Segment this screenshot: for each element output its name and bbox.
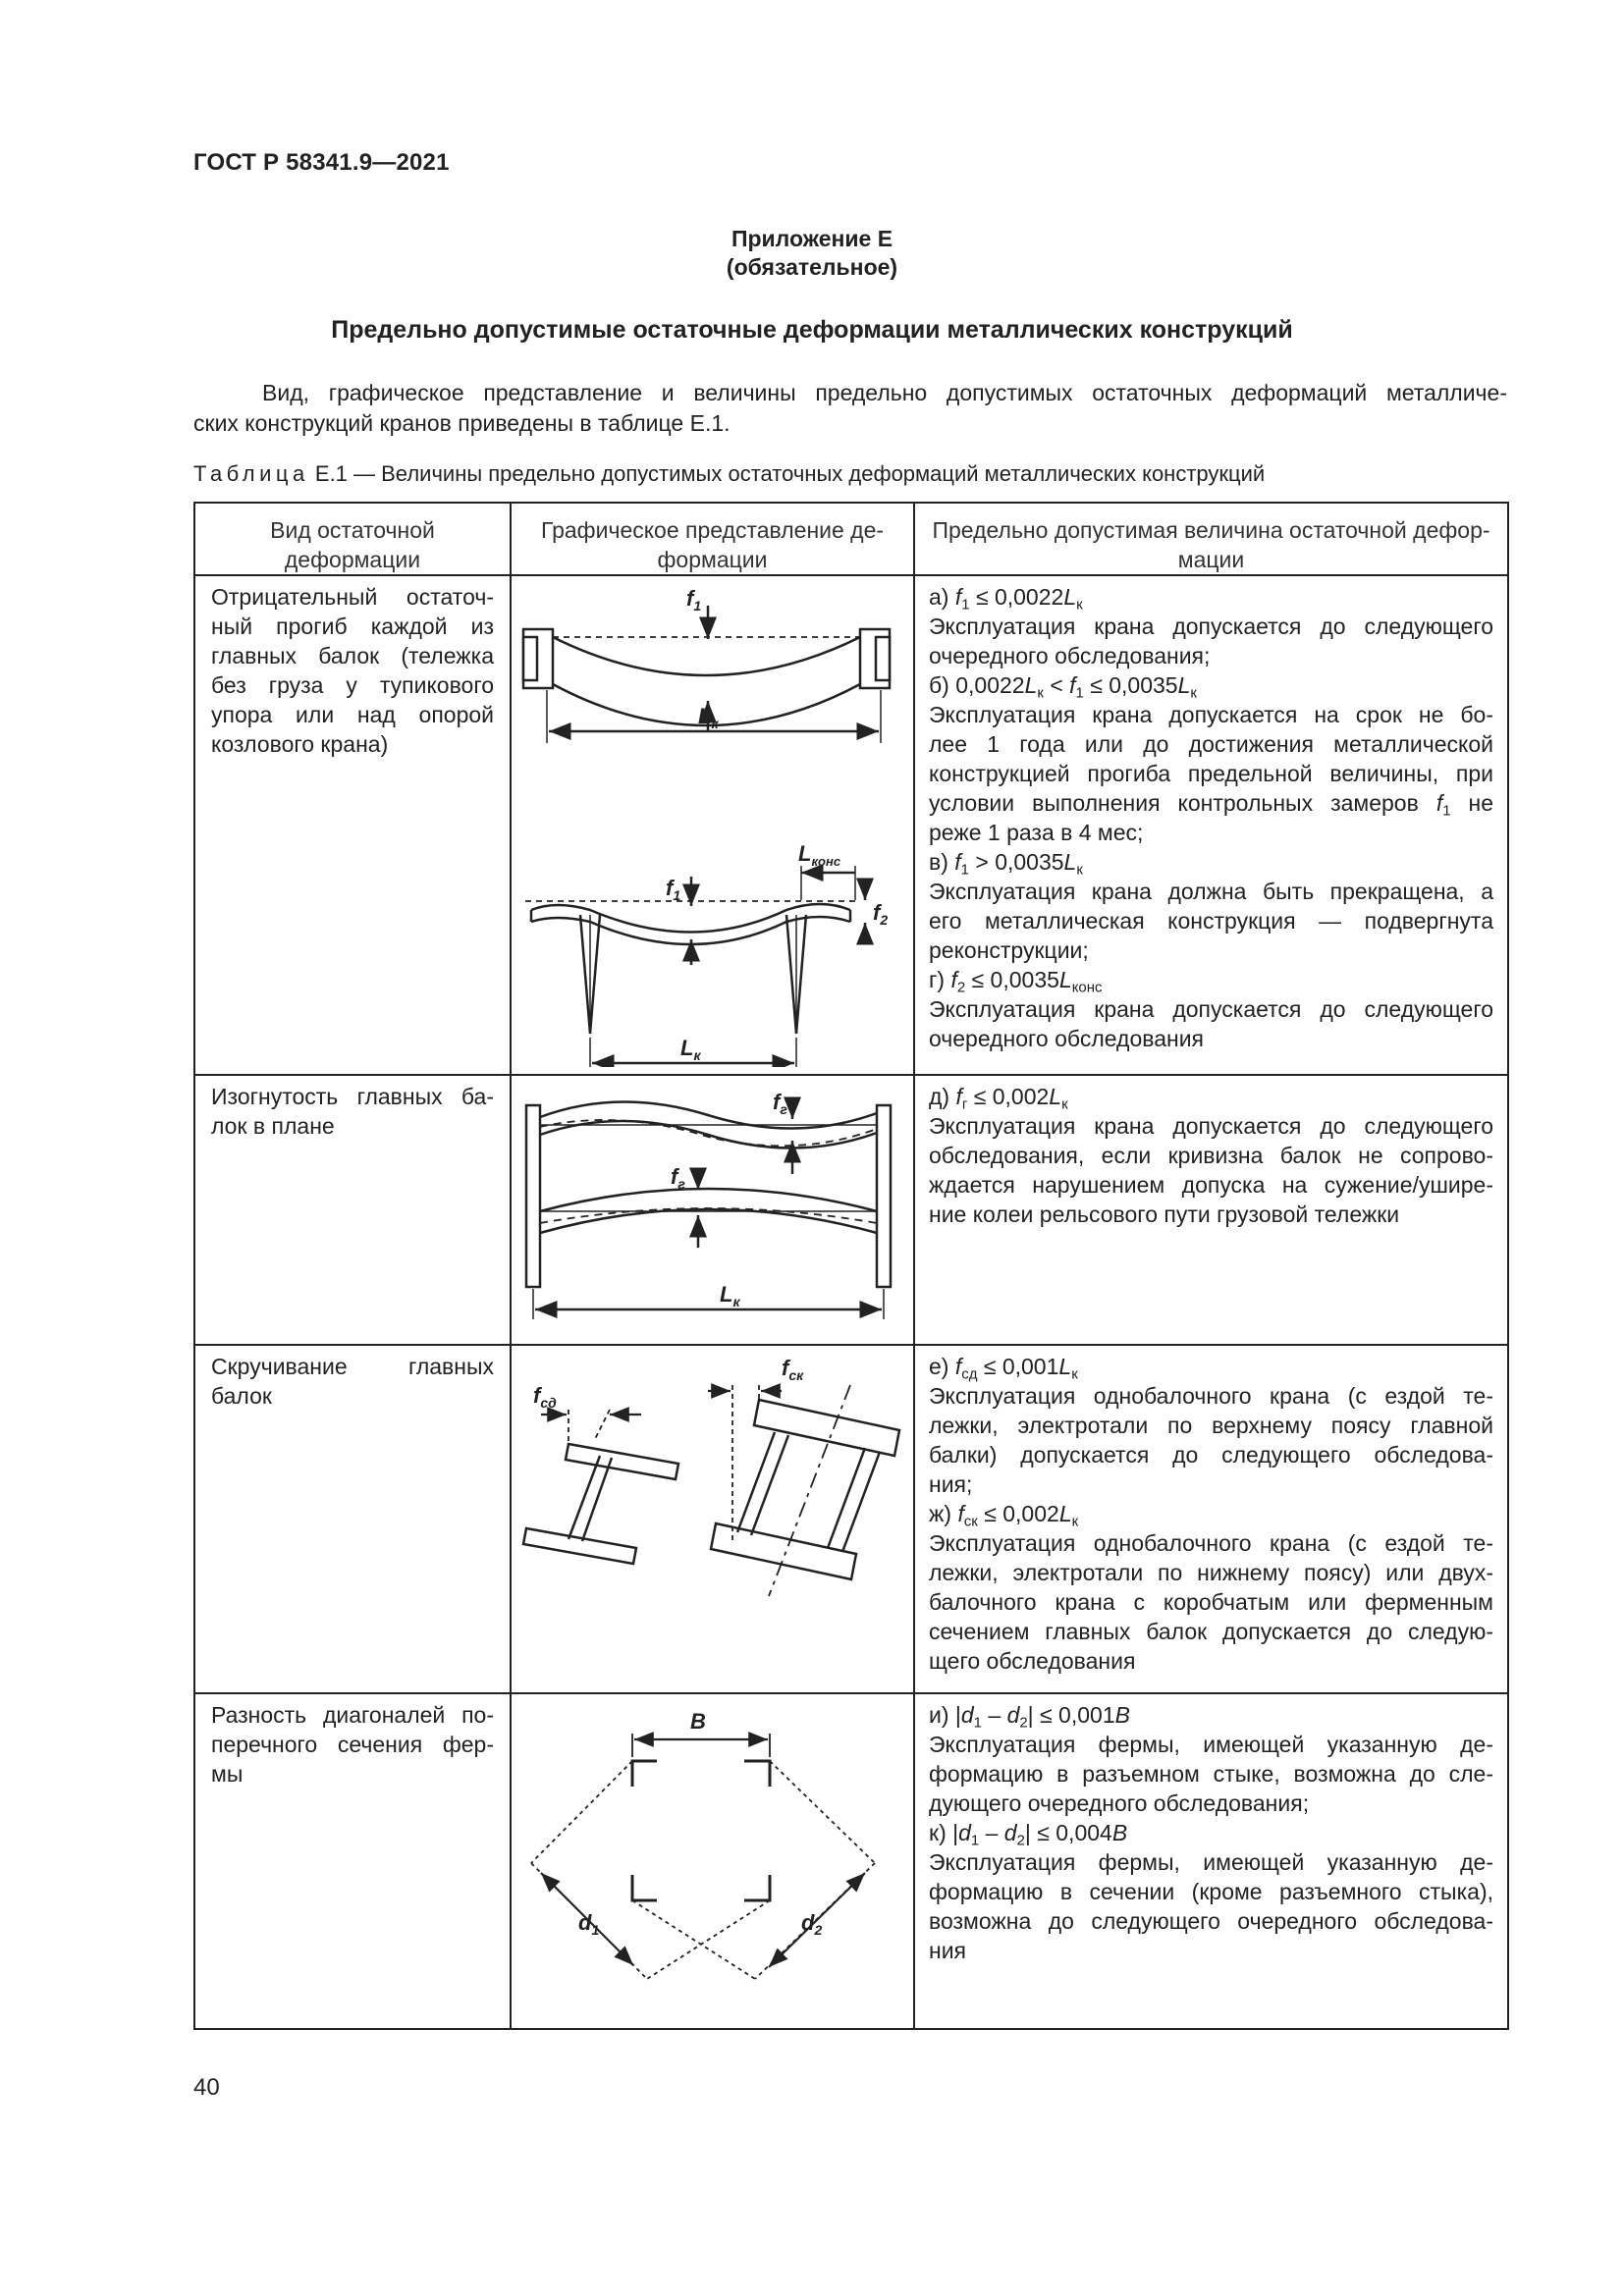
truss-diagonal-diagram [512, 1694, 915, 2021]
label-lkons: $L_{конс}$ [798, 841, 841, 869]
deformation-limit-cell: и) $|d_1 - d_2| \le 0,001B$ Эксплуатация фермы, имеющей указанную де- формацию в разъемном стыке, возможна до сле- дующего очередного обследования; к) $|d_1 - d_2| \le 0,004B$ Эксплуатация фермы, имеющей указанную де- формацию в сечении (кроме разъемного стыка), возможна до следующего очередного обследова- ния [914, 1693, 1508, 2029]
limit-formula-c: в) $f_1 > 0,0035L_к$ [929, 849, 1083, 879]
table-row [194, 1345, 1508, 1693]
table-caption-prefix: Таблица [193, 461, 309, 486]
deformation-limit-cell: е) $f_{сд} \le 0,001L_к$ Эксплуатация однобалочного крана (с ездой те- лежки, электротали по верхнему поясу главной балки) допускается до следующего обследова- ния; ж) $f_{ск} \le 0,002L_к$ Эксплуатация однобалочного крана (с ездой те- лежки, электротали по нижнему поясу) или двух- балочного крана с коробчатым или ферменным сечением главных балок допускается до следую- щего обследования [914, 1345, 1508, 1693]
header-graphic: Графическое представление де- формации [511, 503, 914, 575]
deformation-type-cell: Разность диагоналей по- перечного сечения фер- мы [194, 1693, 511, 2029]
table-row [194, 1075, 1508, 1345]
deformation-graphic-cell [511, 1693, 914, 2029]
label-fsd: $f_{сд}$ [533, 1383, 557, 1411]
plan-curvature-diagram [512, 1076, 915, 1337]
limit-formula-d: г) $f_2 \le 0,0035L_{конс}$ [929, 967, 1103, 996]
page-number: 40 [193, 2074, 220, 2101]
table-row [194, 1693, 1508, 2029]
label-lk: $L_к$ [720, 1282, 740, 1309]
deformation-graphic-cell [511, 1075, 914, 1345]
label-f2: $f_2$ [873, 900, 889, 928]
deformation-type-cell: Отрицательный остаточ- ный прогиб каждой из главных балок (тележка без груза у тупикового упора или над опорой козлового крана) [194, 575, 511, 1075]
label-f1-top: $f_1$ [686, 586, 702, 614]
deformation-limit-cell: а) $f_1 \le 0,0022L_к$ Эксплуатация крана допускается до следующего очередного обследования; б) $0,0022L_к < f_1 \le 0,0035L_к$ Эксплуатация крана допускается на срок не бо- лее 1 года или до достижения металлической конструкцией прогиба предельной величины, при условии выполнения контрольных замеров $f_1$ не реже 1 раза в 4 мес; в) $f_1 > 0,0035L_к$ Эксплуатация крана должна быть прекращена, а его металлическая конструкция — подвергнута реконструкции; г) $f_2 \le 0,0035L_{конс}$ Эксплуатация крана допускается до следующего очередного обследования [914, 575, 1508, 1075]
table-caption [193, 461, 1265, 487]
table-row [194, 575, 1508, 1075]
label-b: B [690, 1709, 706, 1734]
limit-formula-d2: д) $f_г \le 0,002L_к$ [929, 1084, 1068, 1113]
label-fsk: $f_{ск}$ [782, 1356, 804, 1383]
appendix-status: (обязательное) [726, 254, 898, 280]
limit-formula-b: б) $0,0022L_к < f_1 \le 0,0035L_к$ [929, 672, 1197, 702]
negative-deflection-diagram [512, 576, 915, 1067]
label-fg-bottom: $f_г$ [671, 1164, 685, 1192]
appendix-label: Приложение Е [731, 226, 893, 251]
intro-line: Вид, графическое представление и величины предельно допустимых остаточных деформаций металличе- [262, 380, 1507, 405]
deformation-limit-cell: д) $f_г \le 0,002L_к$ Эксплуатация крана допускается до следующего обследования, если кривизна балок не сопрово- ждается нарушением допуска на сужение/ушире- ние колеи рельсового пути грузовой тележки [914, 1075, 1508, 1345]
deformation-graphic-cell [511, 1345, 914, 1693]
limit-formula-a: а) $f_1 \le 0,0022L_к$ [929, 584, 1083, 614]
torsion-diagram [512, 1346, 915, 1685]
limit-formula-e: е) $f_{сд} \le 0,001L_к$ [929, 1354, 1078, 1383]
deformation-table [193, 502, 1509, 2030]
header-limit: Предельно допустимая величина остаточной дефор- мации [914, 503, 1508, 575]
label-d2: $d_2$ [801, 1910, 823, 1938]
deformation-graphic-cell [511, 575, 914, 1075]
label-fg-top: $f_г$ [773, 1090, 787, 1117]
limit-formula-zh: ж) $f_{ск} \le 0,002L_к$ [929, 1501, 1079, 1530]
deformation-type-cell: Изогнутость главных ба- лок в плане [194, 1075, 511, 1345]
label-f1-bottom: $f_1$ [666, 876, 681, 903]
label-lk-top: $L_к$ [698, 704, 719, 731]
label-d1: $d_1$ [578, 1910, 600, 1938]
table-header-row [194, 503, 1508, 575]
document-header: ГОСТ Р 58341.9—2021 [193, 149, 450, 176]
limit-formula-i: и) $|d_1 - d_2| \le 0,001B$ [929, 1702, 1130, 1732]
header-type: Вид остаточной деформации [194, 503, 511, 575]
table-caption-text: Е.1 — Величины предельно допустимых остаточных деформаций металлических конструкций [314, 461, 1266, 486]
deformation-type-cell: Скручивание главных балок [194, 1345, 511, 1693]
intro-paragraph [193, 378, 1507, 439]
appendix-title: Предельно допустимые остаточные деформации металлических конструкций [331, 316, 1293, 344]
limit-formula-k: к) $|d_1 - d_2| \le 0,004B$ [929, 1820, 1128, 1849]
intro-line: ских конструкций кранов приведены в таблице Е.1. [193, 410, 731, 436]
label-lk-bottom: $L_к$ [680, 1036, 701, 1063]
